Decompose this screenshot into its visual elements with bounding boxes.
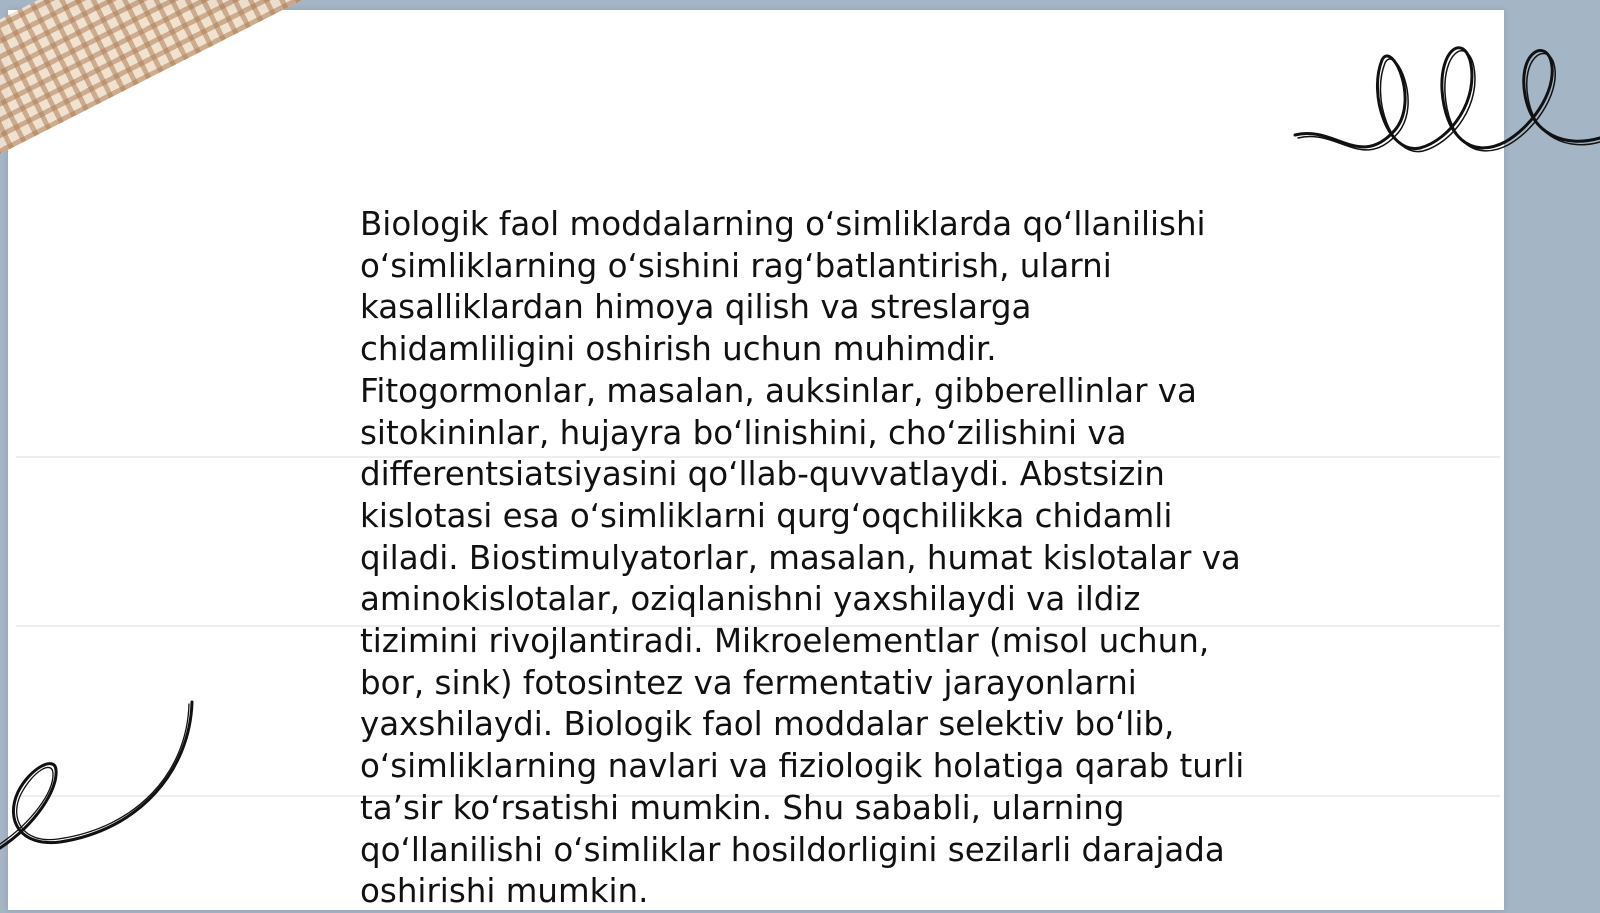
- body-paragraph: Biologik faol moddalarning oʻsimliklarda qoʻllanilishi oʻsimliklarning oʻsishini ragʻbatlantirish, ularni kasalliklardan himoya qilish va streslarga chidamliligini oshirish uchun muhimdir. Fitogormonlar, masalan, auksinlar, gibberellinlar va sitokininlar, hujayra boʻlinishini, choʻzilishini va differentsiatsiyasini qoʻllab-quvvatlaydi. Abstsizin kislotasi esa oʻsimliklarni qurgʻoqchilikka chidamli qiladi. Biostimulyatorlar, masalan, humat kislotalar va aminokislotalar, oziqlanishni yaxshilaydi va ildiz tizimini rivojlantiradi. Mikroelementlar (misol uchun, bor, sink) fotosintez va fermentativ jarayonlarni yaxshilaydi. Biologik faol moddalar selektiv boʻlib, oʻsimliklarning navlari va fiziologik holatiga qarab turli taʼsir koʻrsatishi mumkin. Shu sababli, ularning qoʻllanilishi oʻsimliklar hosildorligini sezilarli darajada oshirishi mumkin.: [360, 205, 1245, 911]
- swirl-scribble-icon: [0, 700, 200, 850]
- loop-scribble-icon: [1280, 30, 1600, 170]
